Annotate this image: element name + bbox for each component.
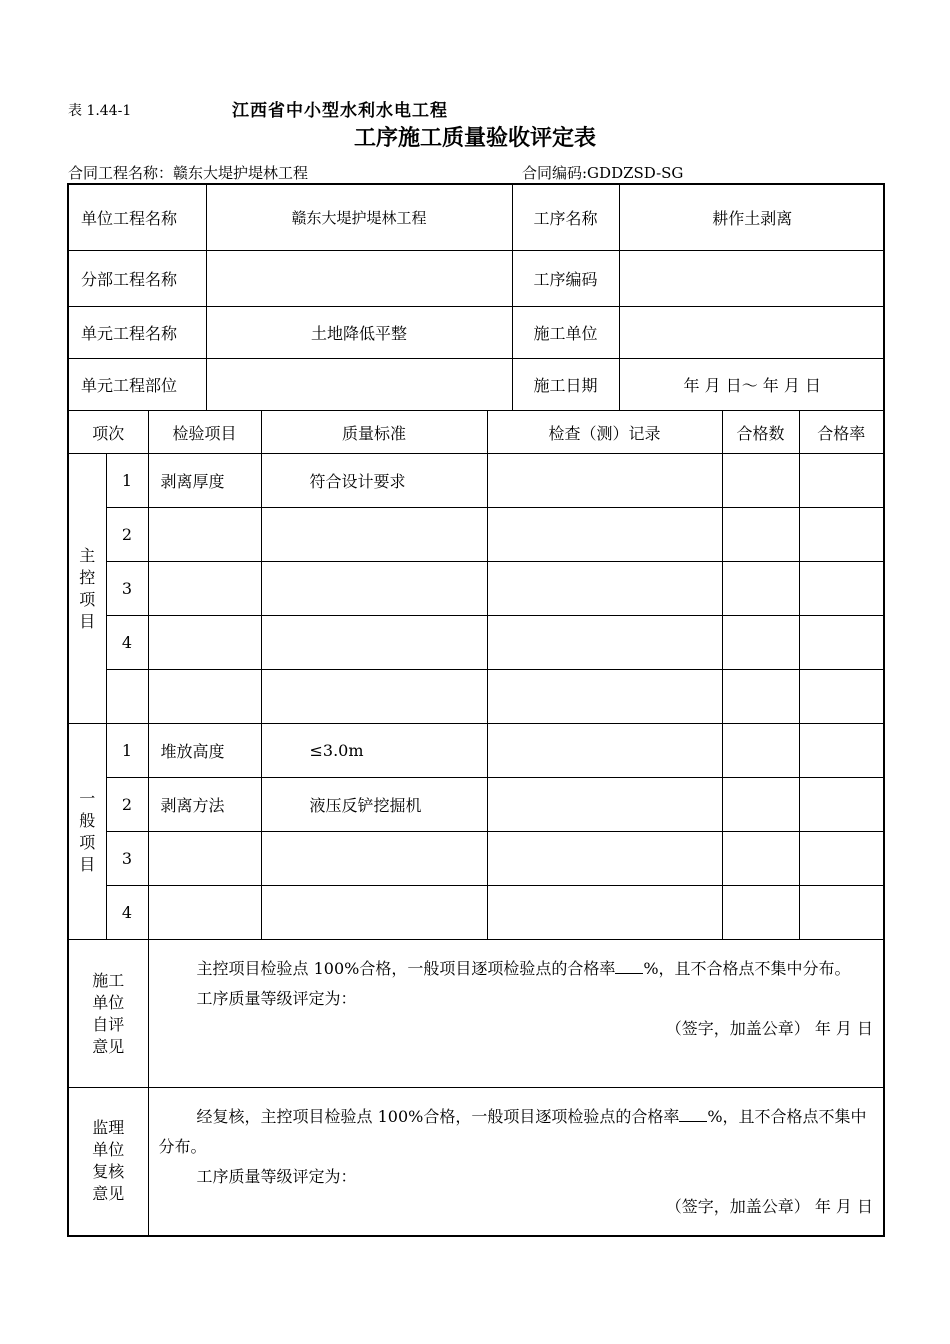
col-header-pass-rate: 合格率	[799, 411, 884, 454]
contractor-label: 施工单位	[512, 306, 619, 358]
process-name-label: 工序名称	[512, 185, 619, 250]
record-cell[interactable]	[487, 562, 722, 616]
process-code-label: 工序编码	[512, 250, 619, 306]
main-control-label	[68, 454, 106, 724]
supervisor-opinion-char: 复核	[92, 1162, 125, 1182]
record-cell[interactable]	[487, 832, 722, 886]
record-cell[interactable]	[487, 508, 722, 562]
pass-rate-cell[interactable]	[799, 724, 884, 778]
general-items-char: 项	[79, 832, 96, 852]
pass-rate-cell[interactable]	[799, 886, 884, 940]
contractor-opinion-char: 单位	[92, 992, 125, 1012]
contractor-value[interactable]	[619, 306, 885, 358]
element-label: 单元工程名称	[69, 306, 206, 358]
quality-standard: ≤3.0m	[261, 724, 487, 778]
inspection-item: 剥离厚度	[148, 454, 261, 508]
organization-title: 江西省中小型水利水电工程	[232, 101, 448, 121]
pass-rate-blank[interactable]	[615, 957, 643, 974]
row-number: 2	[106, 778, 148, 832]
supervisor-opinion-label	[68, 1088, 148, 1236]
table-row	[68, 670, 884, 724]
supervisor-grade-line: 工序质量等级评定为：	[196, 1167, 357, 1186]
contractor-signature-line: （签字，加盖公章） 年 月 日	[665, 1019, 873, 1038]
main-control-char: 主	[79, 545, 96, 565]
inspection-item	[148, 616, 261, 670]
pass-rate-cell[interactable]	[799, 778, 884, 832]
unit-project-label: 单位工程名称	[69, 185, 206, 250]
supervisor-opinion-char: 监理	[92, 1118, 125, 1138]
inspection-item	[148, 562, 261, 616]
row-number: 2	[106, 508, 148, 562]
process-name-value[interactable]: 耕作土剥离	[619, 185, 885, 250]
pass-count-cell[interactable]	[722, 724, 799, 778]
element-value[interactable]: 土地降低平整	[206, 306, 512, 358]
record-cell[interactable]	[487, 886, 722, 940]
contract-name: 合同工程名称：赣东大堤护堤林工程	[68, 164, 309, 182]
pass-count-cell[interactable]	[722, 670, 799, 724]
inspection-item	[148, 670, 261, 724]
col-header-record: 检查（测）记录	[487, 411, 722, 454]
pass-count-cell[interactable]	[722, 886, 799, 940]
quality-standard	[261, 508, 487, 562]
general-items-char: 一	[79, 788, 96, 808]
quality-standard	[261, 886, 487, 940]
table-row	[68, 616, 884, 670]
pass-count-cell[interactable]	[722, 454, 799, 508]
row-number: 3	[106, 562, 148, 616]
pass-count-cell[interactable]	[722, 832, 799, 886]
supervisor-opinion-char: 单位	[92, 1140, 125, 1160]
row-number	[106, 670, 148, 724]
quality-standard	[261, 670, 487, 724]
supervisor-opinion-char: 意见	[92, 1184, 125, 1204]
contractor-opinion-char: 意见	[92, 1036, 125, 1056]
inspection-item	[148, 832, 261, 886]
pass-rate-cell[interactable]	[799, 616, 884, 670]
inspection-item	[148, 886, 261, 940]
contractor-opinion-statement: 主控项目检验点 100%合格，一般项目逐项检验点的合格率 %，且不合格点不集中分布。	[196, 959, 851, 978]
table-row	[68, 778, 884, 832]
pass-count-cell[interactable]	[722, 616, 799, 670]
pass-count-cell[interactable]	[722, 508, 799, 562]
quality-standard	[261, 832, 487, 886]
form-number: 表 1.44-1	[68, 103, 132, 119]
contract-code: 合同编码:GDDZSD-SG	[522, 164, 684, 182]
supervisor-opinion-statement: 经复核，主控项目检验点 100%合格，一般项目逐项检验点的合格率 %，且不合格点不集中分布。	[158, 1107, 867, 1156]
record-cell[interactable]	[487, 670, 722, 724]
contractor-opinion-label	[68, 940, 148, 1088]
supervisor-signature-line: （签字，加盖公章） 年 月 日	[665, 1197, 873, 1216]
pass-rate-cell[interactable]	[799, 454, 884, 508]
pass-rate-blank[interactable]	[679, 1105, 707, 1122]
table-row	[68, 724, 884, 778]
table-row	[68, 562, 884, 616]
table-row	[68, 508, 884, 562]
record-cell[interactable]	[487, 454, 722, 508]
general-items-char: 目	[79, 854, 96, 874]
division-value[interactable]	[206, 250, 512, 306]
table-row	[68, 454, 884, 508]
pass-count-cell[interactable]	[722, 562, 799, 616]
division-label: 分部工程名称	[69, 250, 206, 306]
record-cell[interactable]	[487, 616, 722, 670]
col-header-no: 项次	[68, 411, 148, 454]
date-value[interactable]: 年 月 日～ 年 月 日	[619, 358, 885, 410]
main-control-char: 控	[79, 567, 96, 587]
pass-rate-cell[interactable]	[799, 832, 884, 886]
quality-standard: 符合设计要求	[261, 454, 487, 508]
pass-rate-cell[interactable]	[799, 562, 884, 616]
row-number: 4	[106, 886, 148, 940]
main-control-char: 目	[79, 611, 96, 631]
quality-standard: 液压反铲挖掘机	[261, 778, 487, 832]
inspection-item: 剥离方法	[148, 778, 261, 832]
general-items-label	[68, 724, 106, 940]
record-cell[interactable]	[487, 724, 722, 778]
table-row	[68, 832, 884, 886]
process-code-value[interactable]	[619, 250, 885, 306]
contractor-opinion-char: 自评	[92, 1014, 125, 1034]
contractor-grade-line: 工序质量等级评定为：	[196, 989, 357, 1008]
general-items-char: 般	[79, 810, 96, 830]
inspection-item	[148, 508, 261, 562]
element-part-value[interactable]	[206, 358, 512, 410]
main-control-char: 项	[79, 589, 96, 609]
inspection-item: 堆放高度	[148, 724, 261, 778]
supervisor-opinion-box[interactable]	[148, 1088, 884, 1236]
row-number: 4	[106, 616, 148, 670]
col-header-pass-count: 合格数	[722, 411, 799, 454]
contractor-opinion-char: 施工	[92, 970, 125, 990]
form-title: 工序施工质量验收评定表	[353, 126, 596, 151]
element-part-label: 单元工程部位	[69, 358, 206, 410]
quality-standard	[261, 616, 487, 670]
quality-standard	[261, 562, 487, 616]
col-header-item: 检验项目	[148, 411, 261, 454]
pass-rate-cell[interactable]	[799, 670, 884, 724]
evaluation-table	[67, 183, 885, 1237]
info-section	[69, 185, 885, 410]
row-number: 1	[106, 454, 148, 508]
record-cell[interactable]	[487, 778, 722, 832]
pass-count-cell[interactable]	[722, 778, 799, 832]
row-number: 1	[106, 724, 148, 778]
row-number: 3	[106, 832, 148, 886]
contractor-opinion-box[interactable]	[148, 940, 884, 1088]
date-label: 施工日期	[512, 358, 619, 410]
unit-project-value[interactable]: 赣东大堤护堤林工程	[206, 185, 512, 250]
table-row	[68, 886, 884, 940]
col-header-standard: 质量标准	[261, 411, 487, 454]
pass-rate-cell[interactable]	[799, 508, 884, 562]
